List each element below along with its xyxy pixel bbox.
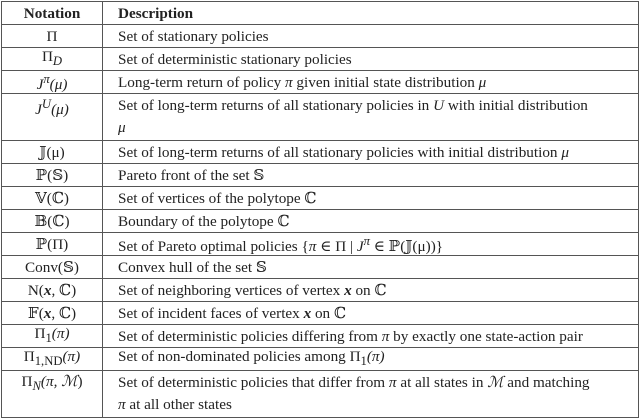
header-description: Description: [103, 2, 639, 25]
symbol: J: [35, 101, 42, 119]
table-row: [2, 187, 639, 210]
text: on ℂ: [351, 281, 387, 299]
text: at all states in: [396, 374, 488, 392]
vector-x: x: [303, 304, 312, 322]
notation-cell: 𝔹(ℂ): [2, 210, 103, 233]
description-cell: [103, 233, 639, 256]
notation-cell: [2, 71, 103, 94]
text: given initial state distribution: [292, 73, 479, 91]
subscript: 1: [45, 331, 52, 346]
description-cell: [103, 94, 639, 141]
argument: (π,: [40, 373, 62, 391]
math: π: [308, 238, 317, 256]
notation-cell: [2, 48, 103, 71]
symbol: Π: [23, 348, 35, 366]
text: Set of deterministic policies differing from: [118, 327, 382, 345]
symbol: J: [36, 76, 44, 94]
description-cell: [103, 71, 639, 94]
superscript: π: [363, 234, 370, 249]
text: ): [77, 373, 83, 391]
description-cell: [103, 302, 639, 325]
description-cell: [103, 348, 639, 371]
description-cell: Pareto front of the set 𝕊: [103, 164, 639, 187]
text: (π): [366, 348, 385, 366]
symbol: Π: [34, 325, 46, 343]
superscript: U: [41, 97, 52, 112]
notation-cell: 𝕁(μ): [2, 141, 103, 164]
table-row: [2, 348, 639, 371]
vector-x: x: [344, 281, 352, 299]
table-row: [2, 325, 639, 348]
description-cell: Set of deterministic stationary policies: [103, 48, 639, 71]
argument: (π): [62, 348, 81, 366]
notation-cell: [2, 302, 103, 325]
math: π: [388, 374, 397, 392]
text: Set of neighboring vertices of vertex: [118, 281, 345, 299]
text: ∈ Π |: [316, 238, 357, 256]
header-notation: Notation: [2, 2, 103, 25]
text: , ℂ): [51, 281, 77, 299]
math: π: [285, 73, 293, 91]
math: U: [433, 97, 445, 115]
text: Set of incident faces of vertex: [118, 304, 304, 322]
description-cell: Set of stationary policies: [103, 25, 639, 48]
text: 𝔽(: [27, 304, 44, 322]
subscript: N: [32, 379, 41, 394]
math: π: [381, 327, 390, 345]
table-row: [2, 256, 639, 279]
description-cell: [103, 141, 639, 164]
text: and matching: [503, 374, 590, 392]
notation-cell: [2, 371, 103, 418]
text: , ℂ): [51, 304, 77, 322]
math: π: [118, 396, 126, 414]
description-cell: [103, 279, 639, 302]
subscript: D: [52, 54, 63, 69]
math: J: [356, 238, 364, 256]
text: N(: [27, 281, 44, 299]
superscript: π: [43, 72, 50, 87]
symbol: Π: [21, 373, 33, 391]
text: with initial distribution: [444, 97, 588, 115]
text: Set of Pareto optimal policies {: [118, 238, 309, 256]
table-row: [2, 233, 639, 256]
table-row: [2, 48, 639, 71]
table-row: [2, 302, 639, 325]
notation-cell: [2, 325, 103, 348]
description-cell: [103, 371, 639, 418]
table-row: [2, 25, 639, 48]
table-row: [2, 94, 639, 141]
text: Set of deterministic policies that differ from: [118, 374, 389, 392]
text: ∈ ℙ(𝕁(μ))}: [369, 238, 444, 256]
argument: (μ): [49, 76, 68, 94]
argument: (π): [51, 325, 70, 343]
text: on ℂ: [311, 304, 347, 322]
math: μ: [118, 119, 126, 137]
text: Set of long-term returns of all stationary policies in: [118, 97, 434, 115]
notation-table: [1, 1, 639, 418]
description-cell: Set of vertices of the polytope ℂ: [103, 187, 639, 210]
table-row: [2, 279, 639, 302]
argument: (μ): [51, 101, 69, 119]
notation-cell: [2, 348, 103, 371]
table-row: [2, 71, 639, 94]
notation-cell: [2, 279, 103, 302]
table-row: [2, 164, 639, 187]
notation-cell: ℙ(Π): [2, 233, 103, 256]
text: by exactly one state-action pair: [389, 327, 583, 345]
math: ℳ: [487, 374, 504, 392]
text: Set of long-term returns of all stationary policies with initial distribution: [118, 143, 562, 161]
notation-cell: ℙ(𝕊): [2, 164, 103, 187]
notation-cell: [2, 94, 103, 141]
notation-cell: 𝕍(ℂ): [2, 187, 103, 210]
text: at all other states: [125, 396, 232, 414]
table-row: [2, 210, 639, 233]
text: Long-term return of policy: [118, 73, 286, 91]
text: Set of non-dominated policies among Π: [118, 348, 361, 366]
subscript: 1: [360, 354, 367, 369]
notation-cell: Π: [2, 25, 103, 48]
header-row: [2, 2, 639, 25]
math: μ: [561, 143, 569, 161]
table-row: [2, 371, 639, 418]
table-row: [2, 141, 639, 164]
math: μ: [478, 73, 487, 91]
vector-x: x: [43, 304, 52, 322]
description-cell: Boundary of the polytope ℂ: [103, 210, 639, 233]
math: ℳ: [61, 373, 78, 391]
notation-cell: Conv(𝕊): [2, 256, 103, 279]
vector-x: x: [43, 281, 52, 299]
description-cell: [103, 325, 639, 348]
symbol: Π: [41, 48, 53, 65]
subscript: 1,ND: [34, 354, 63, 369]
description-cell: Convex hull of the set 𝕊: [103, 256, 639, 279]
